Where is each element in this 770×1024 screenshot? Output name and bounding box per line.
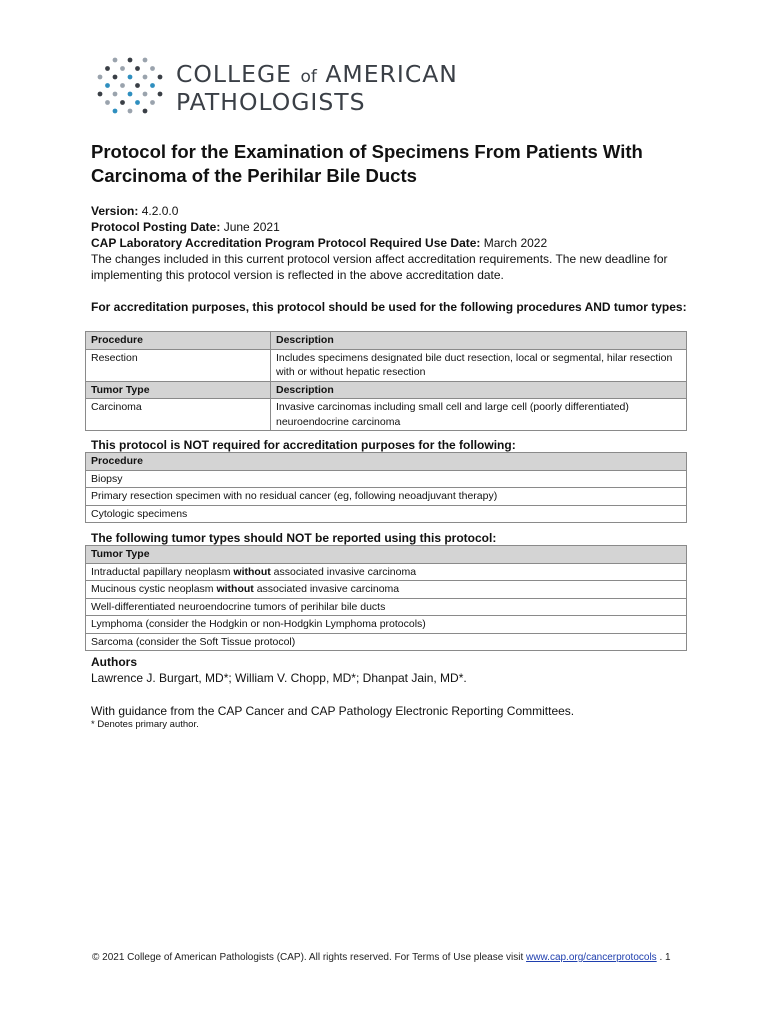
logo-dot bbox=[105, 66, 110, 71]
table-cell: Well-differentiated neuroendocrine tumors of perihilar bile ducts bbox=[86, 598, 687, 616]
logo-dot bbox=[128, 109, 133, 114]
table-header-row bbox=[86, 546, 687, 564]
logo-dot bbox=[128, 92, 133, 97]
logo-dot bbox=[120, 66, 125, 71]
table-cell: Mucinous cystic neoplasm without associated invasive carcinoma bbox=[86, 581, 687, 599]
table-cell: Primary resection specimen with no residual cancer (eg, following neoadjuvant therapy) bbox=[86, 488, 687, 506]
logo-dot bbox=[150, 100, 155, 105]
table-row bbox=[86, 563, 687, 581]
logo-dot bbox=[113, 109, 118, 114]
table-cell: Lymphoma (consider the Hodgkin or non-Hodgkin Lymphoma protocols) bbox=[86, 616, 687, 634]
not-required-table bbox=[85, 452, 687, 523]
table-row bbox=[86, 581, 687, 599]
page-footer: © 2021 College of American Pathologists (CAP). All rights reserved. For Terms of Use please visit www.cap.org/cancerprotocols . 1 bbox=[92, 952, 671, 963]
table-header-row bbox=[86, 381, 687, 399]
description-header: Description bbox=[271, 332, 687, 350]
not-reported-heading: The following tumor types should NOT be reported using this protocol: bbox=[91, 531, 497, 545]
logo-dot bbox=[128, 58, 133, 63]
table-cell: Biopsy bbox=[86, 470, 687, 488]
logo-dot bbox=[120, 100, 125, 105]
logo-dot bbox=[105, 83, 110, 88]
tumor-type-cell: Carcinoma bbox=[86, 399, 271, 431]
cancer-protocols-link[interactable]: www.cap.org/cancerprotocols bbox=[526, 952, 657, 963]
table-row bbox=[86, 349, 687, 381]
page-number: . 1 bbox=[659, 952, 671, 963]
logo-dot bbox=[158, 92, 163, 97]
logo-dot bbox=[98, 92, 103, 97]
accreditation-heading: For accreditation purposes, this protocol should be used for the following procedures AND tumor types: bbox=[91, 300, 687, 314]
logo-dot bbox=[135, 100, 140, 105]
procedure-header: Procedure bbox=[86, 453, 687, 471]
table-header-row bbox=[86, 332, 687, 350]
procedure-header: Procedure bbox=[86, 332, 271, 350]
table-row bbox=[86, 488, 687, 506]
table-cell: Sarcoma (consider the Soft Tissue protocol) bbox=[86, 633, 687, 651]
posting-date-line: Protocol Posting Date: June 2021 bbox=[91, 220, 280, 234]
logo-dot bbox=[150, 66, 155, 71]
table-cell: Intraductal papillary neoplasm without associated invasive carcinoma bbox=[86, 563, 687, 581]
tumor-desc-cell: Invasive carcinomas including small cell and large cell (poorly differentiated) neuroendocrine carcinoma bbox=[271, 399, 687, 431]
not-reported-table bbox=[85, 545, 687, 651]
procedure-cell: Resection bbox=[86, 349, 271, 381]
logo-dot bbox=[113, 58, 118, 63]
logo-dot bbox=[135, 83, 140, 88]
logo-dot bbox=[113, 92, 118, 97]
logo-dot bbox=[143, 75, 148, 80]
table-row bbox=[86, 633, 687, 651]
table-row bbox=[86, 505, 687, 523]
logo-dot bbox=[143, 58, 148, 63]
logo-dot bbox=[128, 75, 133, 80]
tumor-description-header: Description bbox=[271, 381, 687, 399]
required-date-line: CAP Laboratory Accreditation Program Protocol Required Use Date: March 2022 bbox=[91, 236, 548, 250]
authors-list: Lawrence J. Burgart, MD*; William V. Chopp, MD*; Dhanpat Jain, MD*. bbox=[91, 671, 467, 685]
version-line: Version: 4.2.0.0 bbox=[91, 204, 179, 218]
accreditation-table bbox=[85, 331, 687, 431]
cap-logo-text: COLLEGE of AMERICAN PATHOLOGISTS bbox=[176, 60, 458, 116]
tumor-type-header: Tumor Type bbox=[86, 546, 687, 564]
primary-author-footnote: * Denotes primary author. bbox=[91, 719, 199, 730]
table-cell: Cytologic specimens bbox=[86, 505, 687, 523]
logo-dot bbox=[135, 66, 140, 71]
guidance-note: With guidance from the CAP Cancer and CAP Pathology Electronic Reporting Committees. bbox=[91, 704, 575, 718]
logo-dot bbox=[150, 83, 155, 88]
page-title: Protocol for the Examination of Specimens From Patients With Carcinoma of the Perihilar Bile Ducts bbox=[91, 141, 643, 186]
logo-dot bbox=[143, 109, 148, 114]
table-row bbox=[86, 399, 687, 431]
logo-dot bbox=[105, 100, 110, 105]
logo-dot bbox=[98, 75, 103, 80]
not-required-heading: This protocol is NOT required for accreditation purposes for the following: bbox=[91, 438, 516, 452]
logo-dot bbox=[120, 83, 125, 88]
table-row bbox=[86, 616, 687, 634]
table-header-row bbox=[86, 453, 687, 471]
changes-note: The changes included in this current protocol version affect accreditation requirements. The new deadline for implementing this protocol version is reflected in the above accreditation date. bbox=[91, 252, 668, 282]
procedure-desc-cell: Includes specimens designated bile duct resection, local or segmental, hilar resection with or without hepatic resection bbox=[271, 349, 687, 381]
logo-dot bbox=[113, 75, 118, 80]
tumor-type-header: Tumor Type bbox=[86, 381, 271, 399]
authors-heading: Authors bbox=[91, 655, 137, 669]
table-row bbox=[86, 598, 687, 616]
table-row bbox=[86, 470, 687, 488]
logo-dot bbox=[143, 92, 148, 97]
logo-dot bbox=[158, 75, 163, 80]
